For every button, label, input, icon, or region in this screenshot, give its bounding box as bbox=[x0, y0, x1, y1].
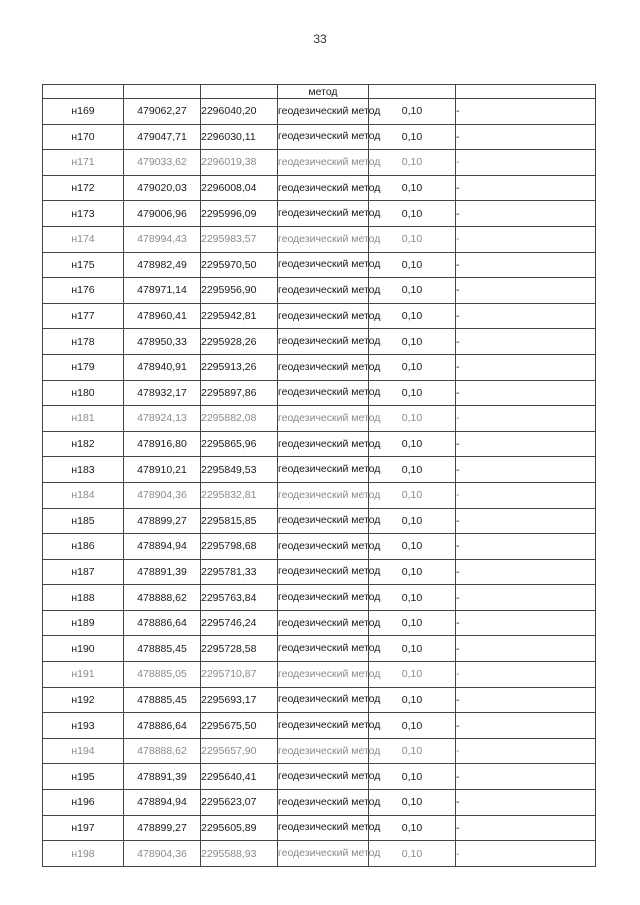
cell-point-name: н171 bbox=[43, 150, 124, 176]
table-row bbox=[43, 559, 596, 585]
cell-x: 478982,49 bbox=[124, 252, 201, 278]
cell-point-name: н179 bbox=[43, 354, 124, 380]
cell-point-name: н182 bbox=[43, 431, 124, 457]
cell-method: геодезический метод bbox=[278, 841, 369, 867]
cell-accuracy: 0,10 bbox=[369, 201, 456, 227]
cell-x: 478891,39 bbox=[124, 559, 201, 585]
table-row bbox=[43, 99, 596, 125]
table-row bbox=[43, 252, 596, 278]
cell-accuracy: 0,10 bbox=[369, 380, 456, 406]
cell-accuracy: 0,10 bbox=[369, 738, 456, 764]
cell-y: 2295605,89 bbox=[201, 815, 278, 841]
table-row bbox=[43, 150, 596, 176]
table-row bbox=[43, 303, 596, 329]
cell-y: 2295928,26 bbox=[201, 329, 278, 355]
table-row bbox=[43, 457, 596, 483]
table-row bbox=[43, 329, 596, 355]
cell-method: геодезический метод bbox=[278, 150, 369, 176]
cell-y: 2295942,81 bbox=[201, 303, 278, 329]
cell-accuracy: 0,10 bbox=[369, 329, 456, 355]
cell-point-name: н198 bbox=[43, 841, 124, 867]
cell-method: геодезический метод bbox=[278, 431, 369, 457]
cell-y: 2295623,07 bbox=[201, 790, 278, 816]
cell-point-name: н196 bbox=[43, 790, 124, 816]
cell-accuracy: 0,10 bbox=[369, 610, 456, 636]
cell-point-name: н174 bbox=[43, 226, 124, 252]
cell-y: 2295657,90 bbox=[201, 738, 278, 764]
cell-note: - bbox=[456, 738, 596, 764]
cell-method: геодезический метод bbox=[278, 278, 369, 304]
cell-accuracy: 0,10 bbox=[369, 790, 456, 816]
table-row bbox=[43, 585, 596, 611]
cell-note: - bbox=[456, 175, 596, 201]
cell-accuracy: 0,10 bbox=[369, 534, 456, 560]
cell-method: геодезический метод bbox=[278, 175, 369, 201]
table-body bbox=[43, 85, 596, 867]
cell-x: 478910,21 bbox=[124, 457, 201, 483]
cell-note: - bbox=[456, 713, 596, 739]
cell-x: 478950,33 bbox=[124, 329, 201, 355]
cell-y: 2295956,90 bbox=[201, 278, 278, 304]
cell-method: геодезический метод bbox=[278, 124, 369, 150]
cell-point-name: н186 bbox=[43, 534, 124, 560]
cell-point-name: н194 bbox=[43, 738, 124, 764]
cell-method: геодезический метод bbox=[278, 559, 369, 585]
cell-y: 2295675,50 bbox=[201, 713, 278, 739]
cell-method: геодезический метод bbox=[278, 764, 369, 790]
table-row bbox=[43, 815, 596, 841]
table-row bbox=[43, 508, 596, 534]
cell-x bbox=[124, 85, 201, 99]
cell-accuracy: 0,10 bbox=[369, 150, 456, 176]
table-row bbox=[43, 662, 596, 688]
cell-method: метод bbox=[278, 85, 369, 99]
cell-y: 2295983,57 bbox=[201, 226, 278, 252]
cell-note: - bbox=[456, 764, 596, 790]
cell-note: - bbox=[456, 278, 596, 304]
cell-accuracy: 0,10 bbox=[369, 303, 456, 329]
cell-x: 478971,14 bbox=[124, 278, 201, 304]
cell-note: - bbox=[456, 354, 596, 380]
cell-accuracy bbox=[369, 85, 456, 99]
cell-method: геодезический метод bbox=[278, 201, 369, 227]
cell-y: 2295798,68 bbox=[201, 534, 278, 560]
cell-method: геодезический метод bbox=[278, 790, 369, 816]
cell-point-name: н193 bbox=[43, 713, 124, 739]
table-row bbox=[43, 278, 596, 304]
cell-note: - bbox=[456, 534, 596, 560]
table-row bbox=[43, 201, 596, 227]
cell-accuracy: 0,10 bbox=[369, 124, 456, 150]
cell-x: 478960,41 bbox=[124, 303, 201, 329]
cell-x: 479020,03 bbox=[124, 175, 201, 201]
cell-y: 2295728,58 bbox=[201, 636, 278, 662]
cell-note: - bbox=[456, 150, 596, 176]
table-row bbox=[43, 482, 596, 508]
table-row bbox=[43, 713, 596, 739]
cell-method: геодезический метод bbox=[278, 534, 369, 560]
table-row bbox=[43, 175, 596, 201]
cell-note: - bbox=[456, 380, 596, 406]
cell-method: геодезический метод bbox=[278, 406, 369, 432]
cell-note: - bbox=[456, 303, 596, 329]
cell-note: - bbox=[456, 508, 596, 534]
cell-x: 478888,62 bbox=[124, 738, 201, 764]
cell-accuracy: 0,10 bbox=[369, 713, 456, 739]
cell-note: - bbox=[456, 99, 596, 125]
cell-method: геодезический метод bbox=[278, 226, 369, 252]
cell-point-name: н184 bbox=[43, 482, 124, 508]
cell-x: 478885,45 bbox=[124, 636, 201, 662]
cell-point-name: н195 bbox=[43, 764, 124, 790]
cell-method: геодезический метод bbox=[278, 662, 369, 688]
cell-x: 478894,94 bbox=[124, 790, 201, 816]
table-row bbox=[43, 124, 596, 150]
cell-point-name: н177 bbox=[43, 303, 124, 329]
cell-y: 2295693,17 bbox=[201, 687, 278, 713]
cell-accuracy: 0,10 bbox=[369, 482, 456, 508]
table-row bbox=[43, 790, 596, 816]
cell-note: - bbox=[456, 662, 596, 688]
cell-point-name: н170 bbox=[43, 124, 124, 150]
cell-y: 2295913,26 bbox=[201, 354, 278, 380]
cell-point-name: н180 bbox=[43, 380, 124, 406]
cell-note: - bbox=[456, 406, 596, 432]
cell-point-name: н190 bbox=[43, 636, 124, 662]
cell-point-name: н178 bbox=[43, 329, 124, 355]
cell-accuracy: 0,10 bbox=[369, 662, 456, 688]
cell-accuracy: 0,10 bbox=[369, 559, 456, 585]
cell-x: 478894,94 bbox=[124, 534, 201, 560]
cell-method: геодезический метод bbox=[278, 636, 369, 662]
cell-x: 479033,62 bbox=[124, 150, 201, 176]
cell-x: 478904,36 bbox=[124, 482, 201, 508]
cell-note bbox=[456, 85, 596, 99]
cell-accuracy: 0,10 bbox=[369, 99, 456, 125]
cell-point-name: н181 bbox=[43, 406, 124, 432]
cell-point-name: н192 bbox=[43, 687, 124, 713]
cell-accuracy: 0,10 bbox=[369, 175, 456, 201]
cell-method: геодезический метод bbox=[278, 610, 369, 636]
cell-method: геодезический метод bbox=[278, 303, 369, 329]
cell-y bbox=[201, 85, 278, 99]
cell-y: 2295588,93 bbox=[201, 841, 278, 867]
cell-note: - bbox=[456, 431, 596, 457]
cell-method: геодезический метод bbox=[278, 329, 369, 355]
cell-method: геодезический метод bbox=[278, 99, 369, 125]
cell-point-name: н169 bbox=[43, 99, 124, 125]
cell-point-name: н197 bbox=[43, 815, 124, 841]
cell-method: геодезический метод bbox=[278, 585, 369, 611]
cell-x: 478899,27 bbox=[124, 508, 201, 534]
cell-accuracy: 0,10 bbox=[369, 431, 456, 457]
table-row bbox=[43, 406, 596, 432]
cell-method: геодезический метод bbox=[278, 815, 369, 841]
cell-y: 2295640,41 bbox=[201, 764, 278, 790]
cell-note: - bbox=[456, 790, 596, 816]
table-row bbox=[43, 534, 596, 560]
cell-point-name: н172 bbox=[43, 175, 124, 201]
cell-accuracy: 0,10 bbox=[369, 278, 456, 304]
cell-x: 479047,71 bbox=[124, 124, 201, 150]
cell-y: 2296040,20 bbox=[201, 99, 278, 125]
cell-y: 2296030,11 bbox=[201, 124, 278, 150]
cell-y: 2295996,09 bbox=[201, 201, 278, 227]
cell-x: 478904,36 bbox=[124, 841, 201, 867]
cell-x: 479006,96 bbox=[124, 201, 201, 227]
cell-accuracy: 0,10 bbox=[369, 457, 456, 483]
cell-note: - bbox=[456, 815, 596, 841]
cell-point-name: н189 bbox=[43, 610, 124, 636]
cell-y: 2295882,08 bbox=[201, 406, 278, 432]
cell-method: геодезический метод bbox=[278, 687, 369, 713]
cell-method: геодезический метод bbox=[278, 457, 369, 483]
cell-y: 2295815,85 bbox=[201, 508, 278, 534]
cell-method: геодезический метод bbox=[278, 508, 369, 534]
table-row bbox=[43, 226, 596, 252]
cell-note: - bbox=[456, 841, 596, 867]
table-row bbox=[43, 431, 596, 457]
cell-method: геодезический метод bbox=[278, 713, 369, 739]
cell-accuracy: 0,10 bbox=[369, 406, 456, 432]
cell-y: 2296008,04 bbox=[201, 175, 278, 201]
cell-accuracy: 0,10 bbox=[369, 841, 456, 867]
cell-note: - bbox=[456, 585, 596, 611]
cell-x: 478994,43 bbox=[124, 226, 201, 252]
table-row bbox=[43, 610, 596, 636]
cell-note: - bbox=[456, 636, 596, 662]
table-row bbox=[43, 380, 596, 406]
table-row bbox=[43, 841, 596, 867]
cell-note: - bbox=[456, 482, 596, 508]
cell-method: геодезический метод bbox=[278, 380, 369, 406]
cell-x: 478886,64 bbox=[124, 713, 201, 739]
cell-point-name bbox=[43, 85, 124, 99]
cell-method: геодезический метод bbox=[278, 354, 369, 380]
cell-accuracy: 0,10 bbox=[369, 764, 456, 790]
cell-note: - bbox=[456, 687, 596, 713]
page-number: 33 bbox=[313, 32, 327, 46]
cell-accuracy: 0,10 bbox=[369, 354, 456, 380]
cell-y: 2295849,53 bbox=[201, 457, 278, 483]
table-row bbox=[43, 764, 596, 790]
cell-method: геодезический метод bbox=[278, 482, 369, 508]
cell-point-name: н183 bbox=[43, 457, 124, 483]
cell-note: - bbox=[456, 252, 596, 278]
cell-y: 2295710,87 bbox=[201, 662, 278, 688]
cell-point-name: н188 bbox=[43, 585, 124, 611]
table-row bbox=[43, 636, 596, 662]
cell-accuracy: 0,10 bbox=[369, 687, 456, 713]
cell-point-name: н187 bbox=[43, 559, 124, 585]
cell-point-name: н176 bbox=[43, 278, 124, 304]
cell-note: - bbox=[456, 610, 596, 636]
cell-x: 478940,91 bbox=[124, 354, 201, 380]
cell-method: геодезический метод bbox=[278, 252, 369, 278]
coordinates-table bbox=[42, 84, 596, 867]
cell-x: 478885,05 bbox=[124, 662, 201, 688]
cell-point-name: н191 bbox=[43, 662, 124, 688]
cell-y: 2295865,96 bbox=[201, 431, 278, 457]
cell-accuracy: 0,10 bbox=[369, 508, 456, 534]
cell-note: - bbox=[456, 457, 596, 483]
cell-x: 479062,27 bbox=[124, 99, 201, 125]
cell-note: - bbox=[456, 201, 596, 227]
cell-x: 478916,80 bbox=[124, 431, 201, 457]
cell-y: 2295781,33 bbox=[201, 559, 278, 585]
cell-point-name: н175 bbox=[43, 252, 124, 278]
cell-y: 2295746,24 bbox=[201, 610, 278, 636]
cell-x: 478888,62 bbox=[124, 585, 201, 611]
table-row bbox=[43, 687, 596, 713]
cell-x: 478885,45 bbox=[124, 687, 201, 713]
cell-accuracy: 0,10 bbox=[369, 252, 456, 278]
cell-x: 478891,39 bbox=[124, 764, 201, 790]
cell-x: 478899,27 bbox=[124, 815, 201, 841]
cell-note: - bbox=[456, 124, 596, 150]
table-row-continued bbox=[43, 85, 596, 99]
cell-y: 2295970,50 bbox=[201, 252, 278, 278]
table-row bbox=[43, 354, 596, 380]
cell-accuracy: 0,10 bbox=[369, 585, 456, 611]
cell-accuracy: 0,10 bbox=[369, 226, 456, 252]
cell-note: - bbox=[456, 559, 596, 585]
cell-point-name: н173 bbox=[43, 201, 124, 227]
cell-point-name: н185 bbox=[43, 508, 124, 534]
table-row bbox=[43, 738, 596, 764]
cell-note: - bbox=[456, 329, 596, 355]
cell-accuracy: 0,10 bbox=[369, 636, 456, 662]
cell-note: - bbox=[456, 226, 596, 252]
cell-y: 2296019,38 bbox=[201, 150, 278, 176]
cell-y: 2295832,81 bbox=[201, 482, 278, 508]
cell-y: 2295897,86 bbox=[201, 380, 278, 406]
cell-x: 478924,13 bbox=[124, 406, 201, 432]
cell-method: геодезический метод bbox=[278, 738, 369, 764]
cell-x: 478932,17 bbox=[124, 380, 201, 406]
cell-y: 2295763,84 bbox=[201, 585, 278, 611]
cell-accuracy: 0,10 bbox=[369, 815, 456, 841]
cell-x: 478886,64 bbox=[124, 610, 201, 636]
